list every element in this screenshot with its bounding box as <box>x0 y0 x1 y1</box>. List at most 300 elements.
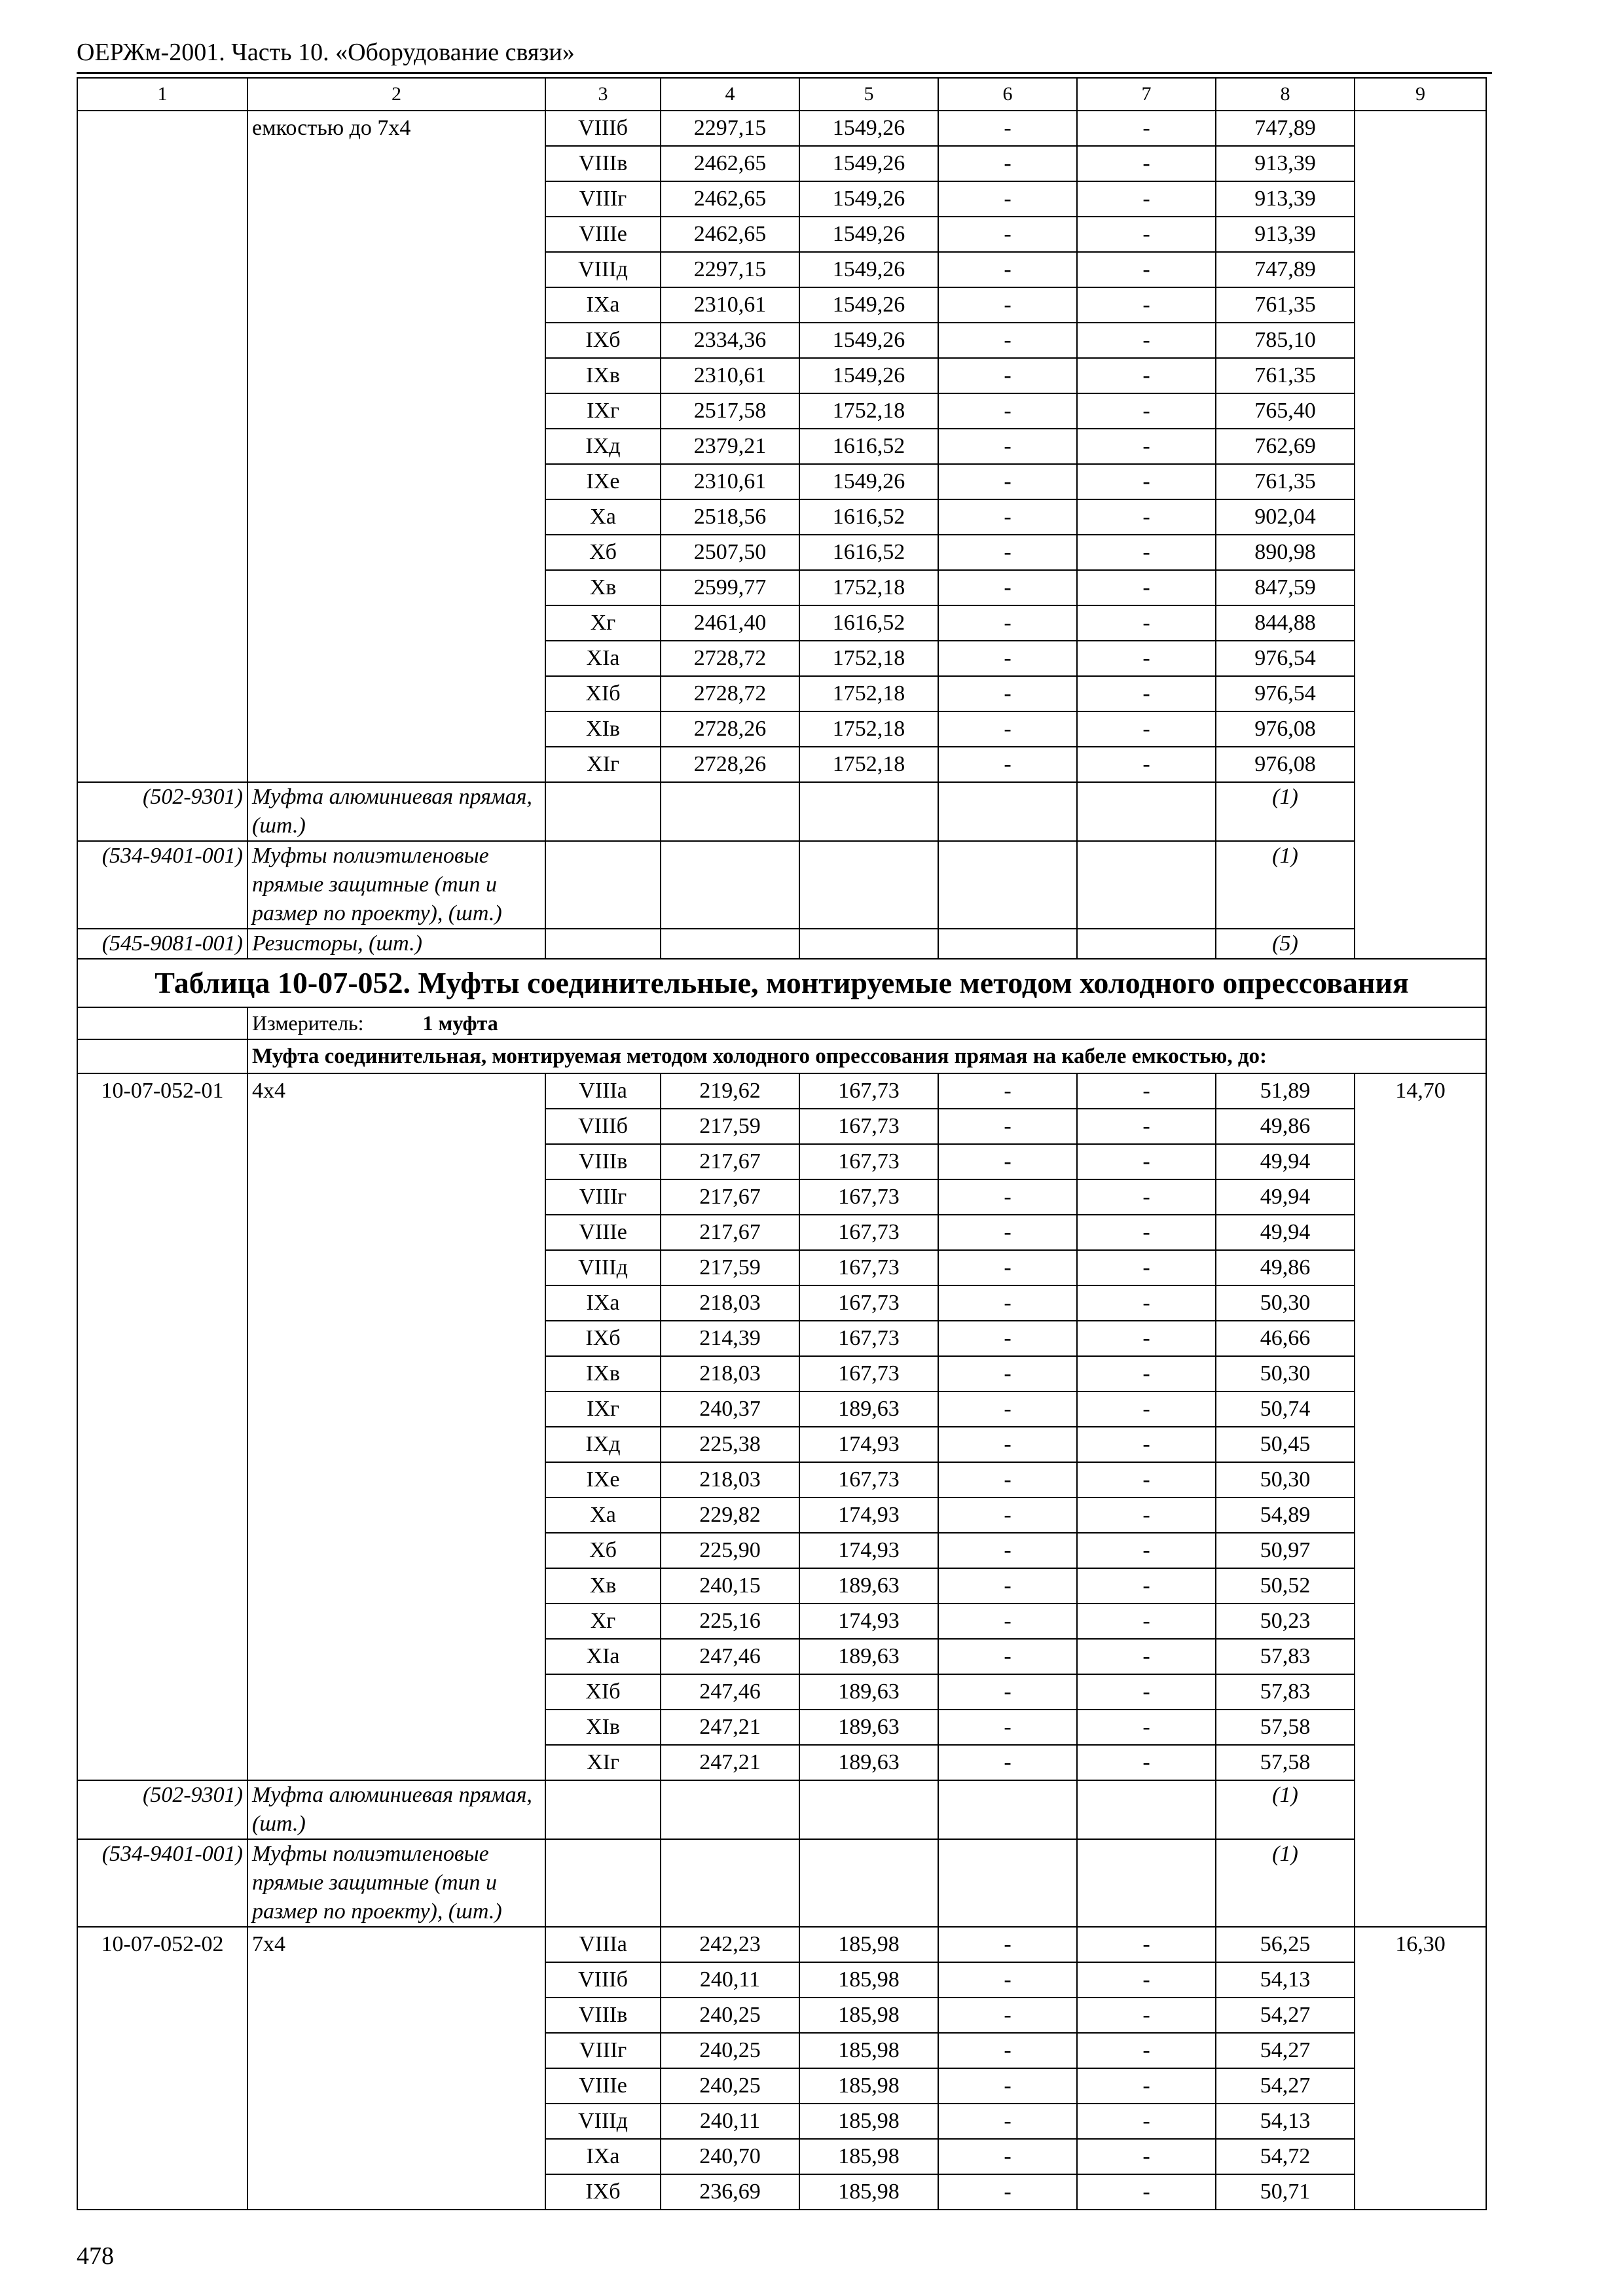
value-cell: 185,98 <box>799 1998 938 2033</box>
material-qty: (1) <box>1216 1839 1355 1927</box>
value-cell: 49,94 <box>1216 1215 1355 1250</box>
col-number: 5 <box>799 78 938 111</box>
zone-cell: XIб <box>545 1674 661 1710</box>
value-cell: - <box>1077 1073 1216 1109</box>
value-cell: 50,23 <box>1216 1604 1355 1639</box>
value-cell: 185,98 <box>799 2068 938 2104</box>
value-cell: - <box>1077 1179 1216 1215</box>
value-cell: 240,70 <box>661 2139 799 2174</box>
zone-cell: IXг <box>545 393 661 429</box>
value-cell: 1616,52 <box>799 605 938 641</box>
value-cell: - <box>938 1215 1077 1250</box>
value-cell: - <box>938 605 1077 641</box>
zone-cell: VIIIг <box>545 181 661 217</box>
value-cell: - <box>1077 1321 1216 1356</box>
table-row <box>77 1927 1486 1962</box>
value-cell: - <box>938 1498 1077 1533</box>
meter-label: Измеритель: <box>252 1011 364 1035</box>
zone-cell: IXе <box>545 464 661 499</box>
value-cell: - <box>1077 535 1216 570</box>
value-cell: 976,54 <box>1216 641 1355 676</box>
value-cell: 1549,26 <box>799 464 938 499</box>
value-cell: 49,94 <box>1216 1179 1355 1215</box>
value-cell: - <box>938 1285 1077 1321</box>
value-cell: 247,21 <box>661 1710 799 1745</box>
value-cell: - <box>1077 464 1216 499</box>
value-cell: - <box>938 2033 1077 2068</box>
zone-cell: IXб <box>545 2174 661 2210</box>
col-number: 3 <box>545 78 661 111</box>
value-cell: 2297,15 <box>661 111 799 146</box>
zone-cell: IXг <box>545 1391 661 1427</box>
zone-cell: VIIIб <box>545 1109 661 1144</box>
value-cell: - <box>938 1391 1077 1427</box>
value-cell: - <box>1077 641 1216 676</box>
value-cell: - <box>938 1073 1077 1109</box>
value-cell: 57,83 <box>1216 1674 1355 1710</box>
value-cell: - <box>938 1745 1077 1780</box>
zone-cell: IXб <box>545 1321 661 1356</box>
value-cell: 902,04 <box>1216 499 1355 535</box>
zone-cell: Xг <box>545 605 661 641</box>
value-cell: 2461,40 <box>661 605 799 641</box>
value-cell: - <box>938 111 1077 146</box>
value-cell: 185,98 <box>799 2033 938 2068</box>
value-cell: 167,73 <box>799 1109 938 1144</box>
empty-cell <box>77 1007 247 1039</box>
value-cell: 761,35 <box>1216 287 1355 323</box>
value-cell: - <box>938 1927 1077 1962</box>
value-cell: - <box>1077 1533 1216 1568</box>
rate-code: 10-07-052-01 <box>77 1073 247 1780</box>
zone-cell: XIб <box>545 676 661 711</box>
value-cell: 761,35 <box>1216 464 1355 499</box>
value-cell: - <box>1077 1391 1216 1427</box>
value-cell: 240,37 <box>661 1391 799 1427</box>
empty-cell <box>545 1780 661 1839</box>
value-cell: - <box>938 358 1077 393</box>
material-name: Муфты полиэтиленовые прямые защитные (тип и размер по проекту), (шт.) <box>247 841 545 929</box>
value-cell: 54,27 <box>1216 2068 1355 2104</box>
value-cell: 189,63 <box>799 1745 938 1780</box>
value-cell: 1549,26 <box>799 146 938 181</box>
value-cell: - <box>938 323 1077 358</box>
value-cell: 174,93 <box>799 1604 938 1639</box>
zone-cell: IXб <box>545 323 661 358</box>
page-header: ОЕРЖм-2001. Часть 10. «Оборудование связи» <box>77 39 575 66</box>
value-cell: 2728,72 <box>661 641 799 676</box>
value-cell: 913,39 <box>1216 217 1355 252</box>
value-cell: 218,03 <box>661 1356 799 1391</box>
value-cell: - <box>1077 1674 1216 1710</box>
col-number: 8 <box>1216 78 1355 111</box>
value-cell: 49,86 <box>1216 1109 1355 1144</box>
value-cell: 1549,26 <box>799 111 938 146</box>
value-cell: 225,90 <box>661 1533 799 1568</box>
value-cell: 247,21 <box>661 1745 799 1780</box>
value-cell: 2297,15 <box>661 252 799 287</box>
empty-cell <box>661 841 799 929</box>
table-title-row <box>77 959 1486 1007</box>
rate-description: емкостью до 7х4 <box>247 111 545 782</box>
zone-cell: VIIIе <box>545 217 661 252</box>
value-cell: 1549,26 <box>799 217 938 252</box>
zone-cell: Xв <box>545 570 661 605</box>
value-cell: - <box>1077 2033 1216 2068</box>
value-cell: 167,73 <box>799 1321 938 1356</box>
empty-cell <box>938 1780 1077 1839</box>
zone-cell: XIа <box>545 1639 661 1674</box>
empty-cell <box>938 1839 1077 1927</box>
value-cell: - <box>1077 570 1216 605</box>
value-cell: 761,35 <box>1216 358 1355 393</box>
zone-cell: Xа <box>545 1498 661 1533</box>
value-cell: - <box>938 1462 1077 1498</box>
material-row <box>77 1780 1486 1839</box>
value-cell: - <box>1077 1568 1216 1604</box>
value-cell: - <box>938 711 1077 747</box>
material-qty: (1) <box>1216 841 1355 929</box>
col-number: 4 <box>661 78 799 111</box>
value-cell: 1752,18 <box>799 570 938 605</box>
material-name: Муфта алюминиевая прямая, (шт.) <box>247 1780 545 1839</box>
zone-cell: IXа <box>545 287 661 323</box>
value-cell: 1752,18 <box>799 641 938 676</box>
empty-cell <box>1077 1780 1216 1839</box>
zone-cell: XIа <box>545 641 661 676</box>
empty-cell <box>799 1839 938 1927</box>
value-cell: 56,25 <box>1216 1927 1355 1962</box>
value-cell: 1616,52 <box>799 499 938 535</box>
value-cell: - <box>938 1179 1077 1215</box>
zone-cell: Xг <box>545 1604 661 1639</box>
value-cell: - <box>938 2139 1077 2174</box>
col-number: 9 <box>1355 78 1486 111</box>
zone-cell: VIIIд <box>545 1250 661 1285</box>
value-cell: - <box>1077 1962 1216 1998</box>
value-cell: 2310,61 <box>661 287 799 323</box>
value-cell: 167,73 <box>799 1250 938 1285</box>
empty-cell <box>661 1780 799 1839</box>
zone-cell: IXв <box>545 1356 661 1391</box>
value-cell: - <box>938 1533 1077 1568</box>
value-cell: 747,89 <box>1216 252 1355 287</box>
value-cell: 1549,26 <box>799 287 938 323</box>
value-cell: 2728,26 <box>661 711 799 747</box>
value-cell: 1549,26 <box>799 323 938 358</box>
value-cell: 247,46 <box>661 1674 799 1710</box>
value-cell: 49,86 <box>1216 1250 1355 1285</box>
value-cell: - <box>938 499 1077 535</box>
value-cell: 247,46 <box>661 1639 799 1674</box>
value-cell: 2518,56 <box>661 499 799 535</box>
value-cell: - <box>1077 1215 1216 1250</box>
value-cell: 2728,72 <box>661 676 799 711</box>
zone-cell: IXд <box>545 429 661 464</box>
value-cell: 174,93 <box>799 1427 938 1462</box>
zone-cell: VIIIв <box>545 146 661 181</box>
value-cell: 54,89 <box>1216 1498 1355 1533</box>
value-cell: 217,67 <box>661 1215 799 1250</box>
value-cell: - <box>1077 2174 1216 2210</box>
material-code: (502-9301) <box>77 1780 247 1839</box>
zone-cell: Xв <box>545 1568 661 1604</box>
value-cell: 2379,21 <box>661 429 799 464</box>
labor-cell: 16,30 <box>1355 1927 1486 2210</box>
zone-cell: Xб <box>545 1533 661 1568</box>
value-cell: 54,13 <box>1216 1962 1355 1998</box>
material-code: (545-9081-001) <box>77 929 247 959</box>
material-row <box>77 929 1486 959</box>
value-cell: 189,63 <box>799 1674 938 1710</box>
subheading-row <box>77 1039 1486 1073</box>
table-title: Таблица 10-07-052. Муфты соединительные, монтируемые методом холодного опрессования <box>77 959 1486 1007</box>
material-row <box>77 782 1486 841</box>
zone-cell: Xб <box>545 535 661 570</box>
value-cell: 217,59 <box>661 1250 799 1285</box>
value-cell: 225,38 <box>661 1427 799 1462</box>
value-cell: 240,25 <box>661 2033 799 2068</box>
value-cell: - <box>1077 393 1216 429</box>
value-cell: - <box>1077 1604 1216 1639</box>
value-cell: - <box>938 570 1077 605</box>
value-cell: 2310,61 <box>661 464 799 499</box>
empty-cell <box>938 782 1077 841</box>
value-cell: 2599,77 <box>661 570 799 605</box>
rates-table <box>77 77 1487 2210</box>
value-cell: - <box>1077 1427 1216 1462</box>
value-cell: 50,71 <box>1216 2174 1355 2210</box>
value-cell: - <box>938 1710 1077 1745</box>
value-cell: - <box>938 252 1077 287</box>
value-cell: 167,73 <box>799 1215 938 1250</box>
value-cell: 765,40 <box>1216 393 1355 429</box>
value-cell: - <box>1077 1144 1216 1179</box>
value-cell: 229,82 <box>661 1498 799 1533</box>
empty-cell <box>799 929 938 959</box>
value-cell: - <box>938 1639 1077 1674</box>
value-cell: 1752,18 <box>799 393 938 429</box>
material-name: Муфта алюминиевая прямая, (шт.) <box>247 782 545 841</box>
value-cell: - <box>938 1962 1077 1998</box>
zone-cell: VIIIв <box>545 1998 661 2033</box>
value-cell: 240,25 <box>661 2068 799 2104</box>
zone-cell: IXд <box>545 1427 661 1462</box>
value-cell: 1616,52 <box>799 429 938 464</box>
labor-cell: 14,70 <box>1355 1073 1486 1927</box>
material-code: (502-9301) <box>77 782 247 841</box>
zone-cell: VIIIд <box>545 252 661 287</box>
value-cell: 214,39 <box>661 1321 799 1356</box>
empty-cell <box>1077 929 1216 959</box>
value-cell: - <box>938 1998 1077 2033</box>
value-cell: 54,27 <box>1216 1998 1355 2033</box>
empty-cell <box>799 782 938 841</box>
value-cell: - <box>938 1427 1077 1462</box>
value-cell: 54,72 <box>1216 2139 1355 2174</box>
zone-cell: XIг <box>545 1745 661 1780</box>
column-number-row <box>77 78 1486 111</box>
value-cell: - <box>1077 1639 1216 1674</box>
empty-cell <box>661 929 799 959</box>
value-cell: - <box>938 1674 1077 1710</box>
value-cell: 50,52 <box>1216 1568 1355 1604</box>
rate-description: 7х4 <box>247 1927 545 2210</box>
labor-cell <box>1355 111 1486 959</box>
value-cell: - <box>1077 146 1216 181</box>
value-cell: - <box>1077 1109 1216 1144</box>
value-cell: - <box>1077 605 1216 641</box>
value-cell: 217,67 <box>661 1144 799 1179</box>
value-cell: - <box>1077 429 1216 464</box>
value-cell: 174,93 <box>799 1498 938 1533</box>
value-cell: - <box>1077 111 1216 146</box>
value-cell: 57,58 <box>1216 1710 1355 1745</box>
value-cell: 242,23 <box>661 1927 799 1962</box>
value-cell: - <box>938 2068 1077 2104</box>
value-cell: 1752,18 <box>799 747 938 782</box>
empty-cell <box>661 1839 799 1927</box>
value-cell: 1616,52 <box>799 535 938 570</box>
empty-cell <box>1077 1839 1216 1927</box>
empty-cell <box>545 782 661 841</box>
value-cell: 185,98 <box>799 1927 938 1962</box>
zone-cell: VIIIе <box>545 2068 661 2104</box>
empty-cell <box>799 1780 938 1839</box>
value-cell: - <box>938 429 1077 464</box>
value-cell: 2334,36 <box>661 323 799 358</box>
value-cell: - <box>938 1356 1077 1391</box>
zone-cell: VIIIв <box>545 1144 661 1179</box>
value-cell: - <box>1077 747 1216 782</box>
value-cell: 2462,65 <box>661 181 799 217</box>
value-cell: 54,13 <box>1216 2104 1355 2139</box>
value-cell: - <box>1077 2104 1216 2139</box>
empty-cell <box>938 929 1077 959</box>
value-cell: - <box>1077 1998 1216 2033</box>
value-cell: 174,93 <box>799 1533 938 1568</box>
value-cell: - <box>938 1604 1077 1639</box>
value-cell: 240,11 <box>661 1962 799 1998</box>
rate-code: 10-07-052-02 <box>77 1927 247 2210</box>
value-cell: 167,73 <box>799 1179 938 1215</box>
zone-cell: VIIIе <box>545 1215 661 1250</box>
value-cell: - <box>938 217 1077 252</box>
value-cell: 50,30 <box>1216 1462 1355 1498</box>
material-qty: (1) <box>1216 1780 1355 1839</box>
value-cell: 219,62 <box>661 1073 799 1109</box>
value-cell: 46,66 <box>1216 1321 1355 1356</box>
value-cell: - <box>938 2104 1077 2139</box>
zone-cell: IXе <box>545 1462 661 1498</box>
value-cell: 747,89 <box>1216 111 1355 146</box>
zone-cell: XIв <box>545 711 661 747</box>
value-cell: 185,98 <box>799 2174 938 2210</box>
col-number: 2 <box>247 78 545 111</box>
value-cell: 185,98 <box>799 2139 938 2174</box>
col-number: 6 <box>938 78 1077 111</box>
value-cell: 51,89 <box>1216 1073 1355 1109</box>
col-number: 7 <box>1077 78 1216 111</box>
empty-cell <box>545 841 661 929</box>
zone-cell: IXа <box>545 1285 661 1321</box>
value-cell: - <box>1077 252 1216 287</box>
material-row <box>77 1839 1486 1927</box>
value-cell: 217,67 <box>661 1179 799 1215</box>
value-cell: 50,74 <box>1216 1391 1355 1427</box>
empty-cell <box>799 841 938 929</box>
meter-cell <box>247 1007 1486 1039</box>
zone-cell: VIIIб <box>545 1962 661 1998</box>
value-cell: - <box>1077 1250 1216 1285</box>
empty-cell <box>938 841 1077 929</box>
value-cell: - <box>1077 1927 1216 1962</box>
value-cell: 218,03 <box>661 1285 799 1321</box>
value-cell: - <box>938 1144 1077 1179</box>
value-cell: 2728,26 <box>661 747 799 782</box>
empty-cell <box>545 1839 661 1927</box>
empty-cell <box>661 782 799 841</box>
material-qty: (5) <box>1216 929 1355 959</box>
zone-cell: VIIIб <box>545 111 661 146</box>
value-cell: - <box>938 641 1077 676</box>
rate-description: 4х4 <box>247 1073 545 1780</box>
value-cell: - <box>938 287 1077 323</box>
zone-cell: VIIIа <box>545 1927 661 1962</box>
value-cell: 762,69 <box>1216 429 1355 464</box>
value-cell: - <box>1077 217 1216 252</box>
material-code: (534-9401-001) <box>77 841 247 929</box>
value-cell: - <box>1077 1285 1216 1321</box>
value-cell: - <box>938 2174 1077 2210</box>
value-cell: 2310,61 <box>661 358 799 393</box>
value-cell: - <box>938 464 1077 499</box>
value-cell: 50,30 <box>1216 1285 1355 1321</box>
zone-cell: Xа <box>545 499 661 535</box>
value-cell: - <box>1077 323 1216 358</box>
value-cell: 785,10 <box>1216 323 1355 358</box>
value-cell: - <box>1077 1356 1216 1391</box>
value-cell: - <box>1077 1710 1216 1745</box>
rate-code <box>77 111 247 782</box>
value-cell: - <box>938 393 1077 429</box>
value-cell: 167,73 <box>799 1356 938 1391</box>
value-cell: 976,54 <box>1216 676 1355 711</box>
rates-table-body <box>77 78 1486 2210</box>
value-cell: 913,39 <box>1216 181 1355 217</box>
material-row <box>77 841 1486 929</box>
value-cell: - <box>1077 676 1216 711</box>
value-cell: - <box>1077 711 1216 747</box>
value-cell: - <box>938 1250 1077 1285</box>
value-cell: - <box>1077 287 1216 323</box>
material-name: Муфты полиэтиленовые прямые защитные (тип и размер по проекту), (шт.) <box>247 1839 545 1927</box>
value-cell: 54,27 <box>1216 2033 1355 2068</box>
value-cell: 225,16 <box>661 1604 799 1639</box>
value-cell: - <box>938 181 1077 217</box>
value-cell: 185,98 <box>799 2104 938 2139</box>
value-cell: 167,73 <box>799 1073 938 1109</box>
value-cell: 2507,50 <box>661 535 799 570</box>
value-cell: 847,59 <box>1216 570 1355 605</box>
zone-cell: XIг <box>545 747 661 782</box>
meter-value: 1 муфта <box>422 1011 498 1035</box>
value-cell: 217,59 <box>661 1109 799 1144</box>
value-cell: - <box>938 1568 1077 1604</box>
value-cell: 236,69 <box>661 2174 799 2210</box>
value-cell: - <box>1077 1462 1216 1498</box>
value-cell: 976,08 <box>1216 747 1355 782</box>
